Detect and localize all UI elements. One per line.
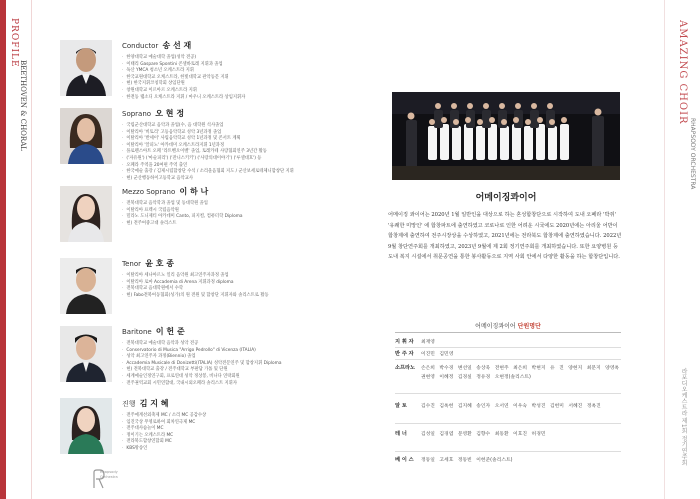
performer-name: 이 헌 준 bbox=[155, 327, 185, 336]
roster-heading bbox=[395, 321, 621, 333]
roster-row bbox=[395, 402, 621, 424]
bio-line: · 한양대학교 예술대학 졸업(성악 전공) bbox=[122, 55, 390, 62]
logo-line2: Orchestra bbox=[100, 475, 118, 479]
roster-heading-strong: 단원명단 bbox=[517, 323, 541, 330]
bio-line: · 이탈리아 '비토리' 고등음악학교 성악 3년과정 졸업 bbox=[122, 130, 390, 137]
roster-row bbox=[395, 338, 621, 348]
roster-names: 김수진 김옥헌 김지혜 송인자 오서연 이우숙 박성진 김헌미 서혜진 정옥진 bbox=[421, 404, 601, 409]
performer-role: Conductor bbox=[122, 42, 159, 50]
bio-line: · 현) 전주여중고대 솔리스트 bbox=[122, 221, 390, 228]
performer-name: 윤 호 종 bbox=[145, 259, 174, 268]
roster-heading-prefix: 어메이징콰이어 bbox=[475, 323, 516, 330]
bio-line: · Conservatorio di Musica "Arrigo Pedrollo" di Vicenza (ITALIA) bbox=[122, 348, 390, 355]
vertical-profile-label: PROFILE bbox=[9, 18, 19, 68]
bio-line: · 성악 최고연주자 과정(Biennio) 졸업 bbox=[122, 354, 390, 361]
choir-title: 어메이징콰이어 bbox=[475, 193, 537, 203]
roster-names: 정동일 고세호 정동빈 이헌준(솔리스트) bbox=[421, 458, 513, 463]
bio-line: · Accademia Musicale di Donizetti(ITALIA) 성악전문연주 및 합창지휘 Diploma bbox=[122, 361, 390, 368]
bio-line: · 한국예술 출강 / 김제시립합창단 수석 / 소리울음협회 지도 / 군산보세로테체니합창단 지휘 bbox=[122, 169, 390, 176]
bio-line: · 전라북도합창연합회 MC bbox=[122, 439, 390, 446]
conductor-photo bbox=[60, 40, 112, 96]
bio-line: · 현) 한국지휘코칭학회 상임단원 bbox=[122, 81, 390, 88]
bio-line: · 이탈리아 세나아르노 일리 음악원 최고연주자과정 졸업 bbox=[122, 273, 390, 280]
vertical-orchestra: RHAPSODY ORCHESTRA bbox=[689, 118, 696, 190]
bio-line: · 전주권역교회 시민연합대, 국내시외오페라 솔리스트 지휘자 bbox=[122, 381, 390, 388]
vertical-subtitle: BEETHOVEN & CHORAL bbox=[19, 60, 27, 151]
roster-row bbox=[395, 350, 621, 360]
roster-row bbox=[395, 430, 621, 452]
performer-role: Tenor bbox=[122, 260, 141, 268]
bio-line: · 밀라노 도니제티 아카데미 Canto, 피지컬, 컴퓨터학 Diploma bbox=[122, 214, 390, 221]
roster-names: 이진민 김민영 bbox=[421, 352, 454, 357]
performer-role: 진행 bbox=[122, 400, 136, 408]
bio-line: · 오페라 주역을 20여편 주역 출연 bbox=[122, 163, 390, 170]
bio-line: · 전주대사슴놀이 MC bbox=[122, 426, 390, 433]
bio-line: · ('자유원') ('마술피리') ('잔니스키키') ('사랑의대이야기') ('루셀대호') 등 bbox=[122, 156, 390, 163]
bio-line: · 임진국상 무영로하여 회차연극제 MC bbox=[122, 420, 390, 427]
bio-line: · 세계예술인정연구회, 프로연대 성악 정상봉, 비나다 연락회원 bbox=[122, 374, 390, 381]
roster-names: 손은희 박수경 변선일 송상욱 전현주 최은희 박현지 유 진 양현지 최문지 양영옥 권현영 이혜정 김경실 정유경 오현정(솔리스트) bbox=[421, 366, 620, 380]
roster-label: 반 주 자 bbox=[395, 351, 414, 357]
host-photo bbox=[60, 398, 112, 454]
roster-label: 베 이 스 bbox=[395, 457, 414, 463]
roster-label: 알 토 bbox=[395, 403, 407, 409]
choir-description: 어메이징 콰이어는 2020년 1월 일반인을 대상으로 하는 혼성합창단으로 시작하여 도내 오페라 '박쥐' '유쾌한 미망인' 에 합창파트에 출연하였고 코로나로 인한 어려운 시국에도 2020년에는 아리울 어반이 합창제에 출연하여 전주시장상을 수상하였고, 2021년에는 전라북도 합창제에 출연하였습니다. 2022년 9월 창단연주회를 개최하였고, 2023년 9월에 제 2회 정기연주회를 개최하였습니다. 또한 요양병원 등 도내 복지 시설에서 취문공연을 통한 봉사활동으로 지역 사회 안에서 다양한 활동을 하는 합창단입니다. bbox=[388, 212, 622, 260]
right-rail bbox=[664, 0, 700, 499]
bio-line: · 이태리 Gaspare Spontini 콘셀바토레 지휘과 졸업 bbox=[122, 62, 390, 69]
left-rail bbox=[0, 0, 32, 499]
logo-text bbox=[100, 470, 118, 480]
performer-name: 이 하 나 bbox=[179, 187, 209, 196]
bio-line: · 전주예계선외축제 MC / 소리 MC 공감수상 bbox=[122, 413, 390, 420]
bio-line: · 현) 전북대학교 출강 / 전주대학교 부판담 가톨 및 단원 bbox=[122, 367, 390, 374]
bio-line: · 이탈리아 로마 Accademia di Arena 지휘과정 diploma bbox=[122, 280, 390, 287]
bio-line: · 한국교원대학교 오케스트라, 한빛대학교 관악동문 지휘 bbox=[122, 75, 390, 82]
baritone-photo bbox=[60, 326, 112, 382]
logo-line1: Rhapsody bbox=[100, 470, 118, 474]
vertical-amazing-choir: AMAZING CHOIR bbox=[677, 20, 688, 125]
bio-line: · 창원대학교 이르아르 오케스트라 지휘 bbox=[122, 88, 390, 95]
bio-line: · 현) 군산행동하이고등학교 음악교사 bbox=[122, 176, 390, 183]
bio-line: · 플로렌스아트 오페 '라트벤오이벨' 졸업, 토레카테 사랑협회연주 3년간 활동 bbox=[122, 149, 390, 156]
performer-role: Mezzo Soprano bbox=[122, 188, 176, 196]
roster-names: 김성일 김경엽 문영환 김향수 최동환 이호진 허경민 bbox=[421, 432, 546, 437]
bio-line: · 이탈리아 '반세이' 사립음악학교 성악 1년과정 및 콘서트 계획 bbox=[122, 136, 390, 143]
tenor-photo bbox=[60, 258, 112, 314]
soprano-photo bbox=[60, 108, 112, 164]
bio-line: · 전북대학교 예술대학 음악과 성악 전공 bbox=[122, 341, 390, 348]
roster-names: 최재영 bbox=[421, 340, 435, 345]
roster-row bbox=[395, 456, 621, 468]
performer-name: 김 지 혜 bbox=[139, 399, 169, 408]
roster-row bbox=[395, 364, 621, 394]
bio-line: · 현) Fabo전북여동협회(성가)의 원 전원 및 합창단 지휘자와 솔리스트로 활동 bbox=[122, 293, 390, 300]
performer-name: 오 현 정 bbox=[155, 109, 185, 118]
vertical-concert-title: 라포디오케스트라 제1회 정기연주회 bbox=[680, 368, 687, 466]
left-accent-bar bbox=[0, 0, 6, 499]
bio-line: · 독산 YMCA 청소년 오케스트라 지휘 bbox=[122, 68, 390, 75]
bio-line: · KBS방송인 bbox=[122, 446, 390, 453]
performer-role: Soprano bbox=[122, 110, 152, 118]
bio-line: · 이탈리아 '알피노' 아카데미 오케스트라지휘 1년과정 bbox=[122, 143, 390, 150]
roster-label: 테 너 bbox=[395, 431, 407, 437]
roster-label: 지 휘 자 bbox=[395, 339, 414, 345]
bio-line: · 이탈리아 프렉시 국립음악원 bbox=[122, 208, 390, 215]
choir-group-photo bbox=[392, 92, 620, 180]
performer-name: 송 선 재 bbox=[162, 41, 192, 50]
bio-line: · 한전동 랩소디 오케스트라 지휘 / 마우니 오케스트라 상임지휘자 bbox=[122, 95, 390, 102]
bio-line: · 정이기는 오케스트라 MC bbox=[122, 433, 390, 440]
performer-role: Baritone bbox=[122, 328, 152, 336]
bio-line: · 국립군산대학교 음악과 졸업(수, 음 대학원 석사졸업 bbox=[122, 123, 390, 130]
bio-line: · 전북대학교 음악학과 졸업 및 동대학원 졸업 bbox=[122, 201, 390, 208]
bio-line: · 전북대학교 음대학원에서 수학 bbox=[122, 286, 390, 293]
roster-label: 소프라노 bbox=[395, 365, 416, 371]
mezzo-photo bbox=[60, 186, 112, 242]
